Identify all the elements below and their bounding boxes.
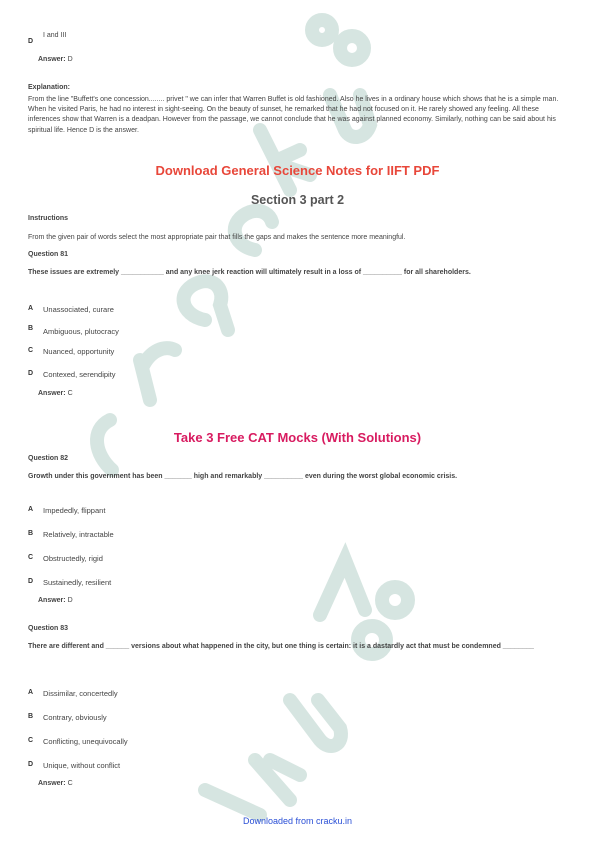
q83-option-c[interactable]: Conflicting, unequivocally [43, 737, 128, 746]
question-81-label: Question 81 [28, 251, 69, 258]
q82-answer [38, 597, 73, 604]
q82-answer-value: D [67, 597, 73, 604]
q81-option-a[interactable]: Unassociated, curare [43, 305, 114, 314]
option-d-text: I and III [43, 32, 67, 39]
q83-option-a[interactable]: Dissimilar, concertedly [43, 689, 118, 698]
q83-option-a-letter: A [28, 689, 34, 696]
q82-option-d[interactable]: Sustainedly, resilient [43, 578, 112, 587]
explanation-label: Explanation: [28, 84, 71, 91]
q82-option-c-letter: C [28, 554, 34, 561]
question-82-label: Question 82 [28, 455, 69, 462]
q83-option-d-letter: D [28, 761, 34, 768]
instructions-label: Instructions [28, 215, 69, 222]
q81-answer [38, 390, 73, 397]
instructions-text: From the given pair of words select the most appropriate pair that fills the gaps and makes the sentence more meaningful. [28, 234, 406, 241]
question-83-text: There are different and ______ versions about what happened in the city, but one thing is certain: it is a dastardly act that must be condemned ________ [28, 643, 534, 650]
q83-answer-label: Answer: [38, 780, 66, 787]
q83-option-d[interactable]: Unique, without conflict [43, 761, 121, 770]
q81-option-b[interactable]: Ambiguous, plutocracy [43, 327, 119, 336]
answer-line [38, 56, 73, 63]
q83-option-b-letter: B [28, 713, 34, 720]
q83-option-c-letter: C [28, 737, 34, 744]
q81-answer-value: C [67, 390, 73, 397]
q81-option-b-letter: B [28, 325, 34, 332]
q81-option-d-letter: D [28, 370, 34, 377]
section-title: Section 3 part 2 [250, 193, 345, 207]
answer-label: Answer: [38, 56, 66, 63]
q81-option-c-letter: C [28, 347, 34, 354]
q82-option-c[interactable]: Obstructedly, rigid [43, 554, 103, 563]
footer-download-link[interactable]: Downloaded from cracku.in [242, 816, 353, 826]
q83-option-b[interactable]: Contrary, obviously [43, 713, 107, 722]
answer-value: D [67, 56, 73, 63]
explanation-text: From the line "Buffett's one concession........ privet " we can infer that Warren Buffet is old fashioned. Also he lives in a ordinary house which shows that he is a simple man. When he visited Paris, he had no interest in sight-seeing. On the beauty of sunset, he remarked that he had not focused on it. He rarely showed any feeling. All these inferences show that Warren is a deadpan. However from the passage, we cannot conclude that he was against planned economy. Similarly, nothing can be said about his spiritual life. Hence D is the answer. [28, 96, 559, 134]
q82-option-b-letter: B [28, 530, 34, 537]
q82-option-a-letter: A [28, 506, 34, 513]
q83-answer [38, 780, 73, 787]
q82-answer-label: Answer: [38, 597, 66, 604]
q81-option-c[interactable]: Nuanced, opportunity [43, 347, 115, 356]
q81-option-a-letter: A [28, 305, 34, 312]
q82-option-d-letter: D [28, 578, 34, 585]
option-d-letter: D [28, 38, 34, 45]
q81-answer-label: Answer: [38, 390, 66, 397]
question-81-text: These issues are extremely ___________ and any knee jerk reaction will ultimately result in a loss of __________ for all shareholders. [28, 269, 471, 276]
q81-option-d[interactable]: Contexed, serendipity [43, 370, 116, 379]
question-82-text: Growth under this government has been _______ high and remarkably __________ even during the worst global economic crisis. [28, 473, 458, 480]
q82-option-a[interactable]: Impededly, flippant [43, 506, 106, 515]
q82-option-b[interactable]: Relatively, intractable [43, 530, 114, 539]
promo-general-science-link[interactable]: Download General Science Notes for IIFT PDF [155, 163, 440, 178]
question-83-label: Question 83 [28, 625, 69, 632]
promo-cat-mocks-link[interactable]: Take 3 Free CAT Mocks (With Solutions) [173, 430, 422, 445]
q83-answer-value: C [67, 780, 73, 787]
